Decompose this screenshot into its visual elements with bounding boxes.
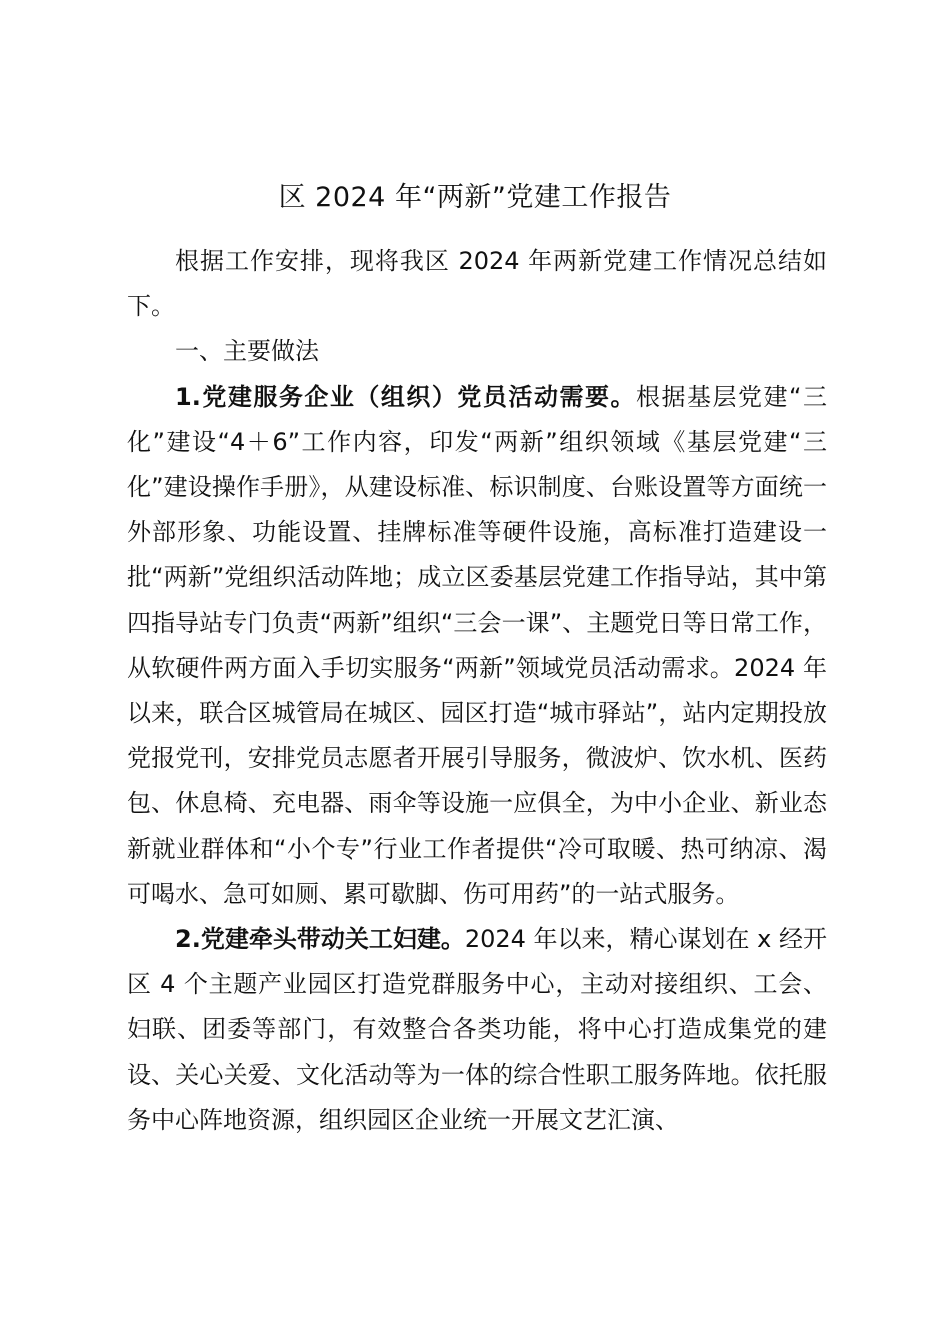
item1-lead: 1.党建服务企业（组织）党员活动需要。 — [175, 382, 636, 411]
document-title: 区 2024 年“两新”党建工作报告 — [278, 182, 672, 213]
section-heading: 一、主要做法 — [175, 337, 319, 366]
intro-paragraph: 根据工作安排，现将我区 2024 年两新党建工作情况总结如下。 — [127, 247, 827, 321]
item1-paragraph — [127, 375, 827, 917]
item2-paragraph — [127, 917, 827, 1143]
document-body — [127, 239, 827, 1143]
item1-text: 根据基层党建“三化”建设“4＋6”工作内容，印发“两新”组织领域《基层党建“三化”建设操作手册》，从建设标准、标识制度、台账设置等方面统一外部形象、功能设置、挂牌标准等硬件设施，高标准打造建设一批“两新”党组织活动阵地；成立区委基层党建工作指导站，其中第四指导站专门负责“两新”组织“三会一课”、主题党日等日常工作，从软硬件两方面入手切实服务“两新”领域党员活动需求。2024 年以来，联合区城管局在城区、园区打造“城市驿站”，站内定期投放党报党刊，安排党员志愿者开展引导服务，微波炉、饮水机、医药包、休息椅、充电器、雨伞等设施一应俱全，为中小企业、新业态新就业群体和“小个专”行业工作者提供“冷可取暖、热可纳凉、渴可喝水、急可如厕、累可歇脚、伤可用药”的一站式服务。 — [127, 382, 827, 908]
item2-text: 2024 年以来，精心谋划在 x 经开区 4 个主题产业园区打造党群服务中心，主动对接组织、工会、妇联、团委等部门，有效整合各类功能，将中心打造成集党的建设、关心关爱、文化活动等为一体的综合性职工服务阵地。依托服务中心阵地资源，组织园区企业统一开展文艺汇演、 — [127, 925, 827, 1134]
item2-lead: 2.党建牵头带动关工妇建。 — [175, 925, 465, 954]
